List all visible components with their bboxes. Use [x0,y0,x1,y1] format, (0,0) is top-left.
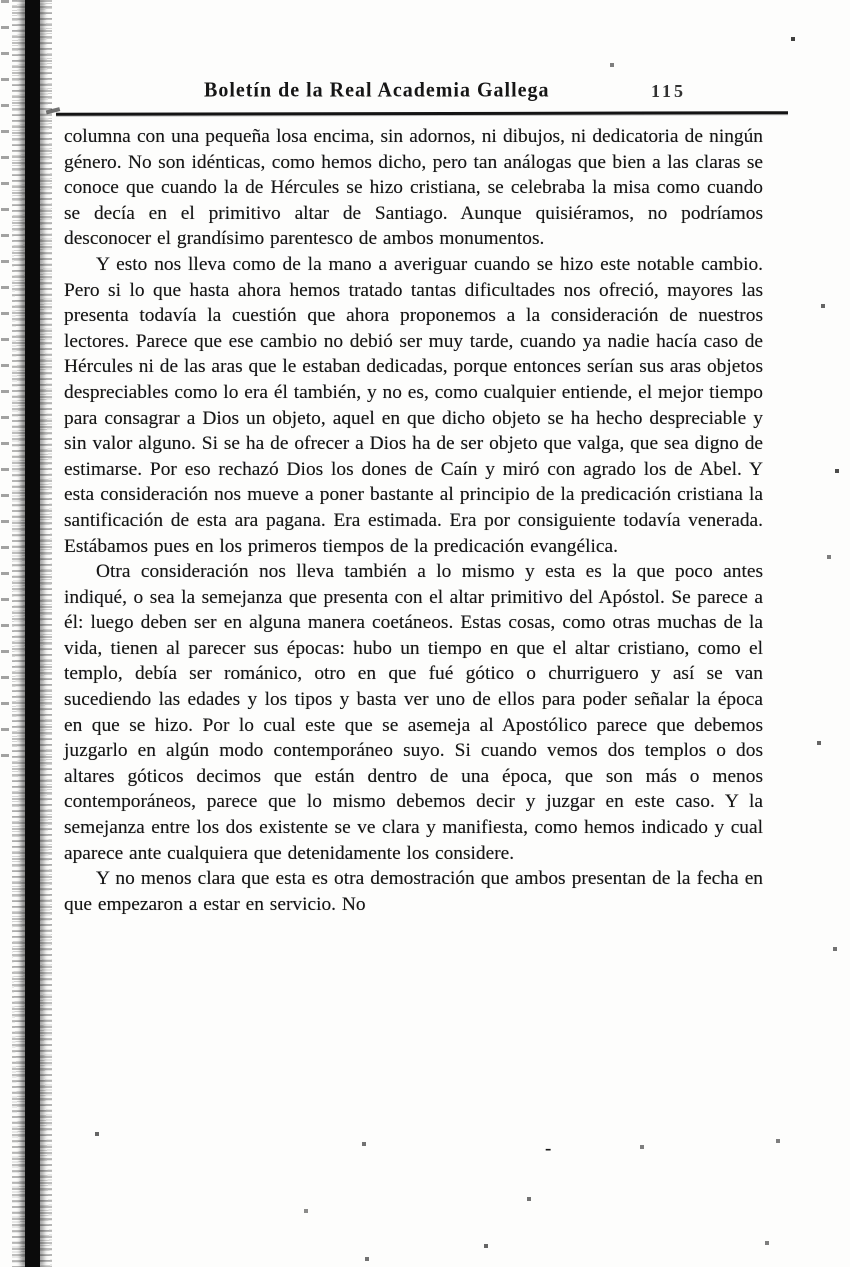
header-rule [56,111,788,116]
stray-ink-mark: - [545,1138,552,1159]
scan-speckles [0,0,2,2]
paragraph: Otra consideración nos lleva también a lo mismo y esta es la que poco antes indiqué, o sea la semejanza que presenta con el altar primitivo del Apóstol. Se parece a él: luego deben ser en alguna manera coetáneos. Estas cosas, como otras muchas de la vida, tienen al parecer sus épocas: hubo un tiempo en que el altar cristiano, como el templo, debía ser románico, otro en que fué gótico o churriguero y así se van sucediendo las edades y los tipos y basta ver uno de ellos para poder señalar la época en que se hizo. Por lo cual este que se asemeja al Apostólico parece que debemos juzgarlo en algún modo contemporáneo suyo. Si cuando vemos dos templos o dos altares góticos decimos que están dentro de una época, que son más o menos contemporáneos, parece que lo mismo debemos decir y juzgar en este caso. Y la semejanza entre los dos existente se ve clara y manifiesta, como hemos indicado y cual aparece ante cualquiera que detenidamente los considere. [64,561,763,864]
journal-title: Boletín de la Real Academia Gallega [204,78,550,102]
page-number: 115 [651,81,687,101]
binding-strip [25,0,40,1267]
body-text [64,124,763,917]
page-edge-marks [1,0,9,760]
paragraph: Y esto nos lleva como de la mano a averiguar cuando se hizo este notable cambio. Pero si lo que hasta ahora hemos tratado tantas dificultades nos ofreció, mayores las presenta todavía la cuestión que ahora proponemos a la consideración de nuestros lectores. Parece que ese cambio no debió ser muy tarde, cuando ya nadie hacía caso de Hércules ni de las aras que le estaban dedicadas, porque entonces serían sus aras objetos despreciables como lo era él también, y no es, como cualquier entiende, el mejor tiempo para consagrar a Dios un objeto, aquel en que dicho objeto se ha hecho despreciable y sin valor alguno. Si se ha de ofrecer a Dios ha de ser objeto que valga, que sea digno de estimarse. Por eso rechazó Dios los dones de Caín y miró con agrado los de Abel. Y esta consideración nos mueve a poner bastante al principio de la predicación cristiana la santificación de esta ara pagana. Era estimada. Era por consiguiente todavía venerada. Estábamos pues en los primeros tiempos de la predicación evangélica. [64,253,763,557]
paragraph: columna con una pequeña losa encima, sin adornos, ni dibujos, ni dedicatoria de ningún género. No son idénticas, como hemos dicho, pero tan análogas que bien a las claras se conoce que cuando la de Hércules se hizo cristiana, se celebraba la misa como cuando se decía en el primitivo altar de Santiago. Aunque quisiéramos, no podríamos desconocer el grandísimo parentesco de ambos monumentos. [64,126,763,250]
paragraph: Y no menos clara que esta es otra demostración que ambos presentan de la fecha en que empezaron a estar en servicio. No [64,868,763,915]
